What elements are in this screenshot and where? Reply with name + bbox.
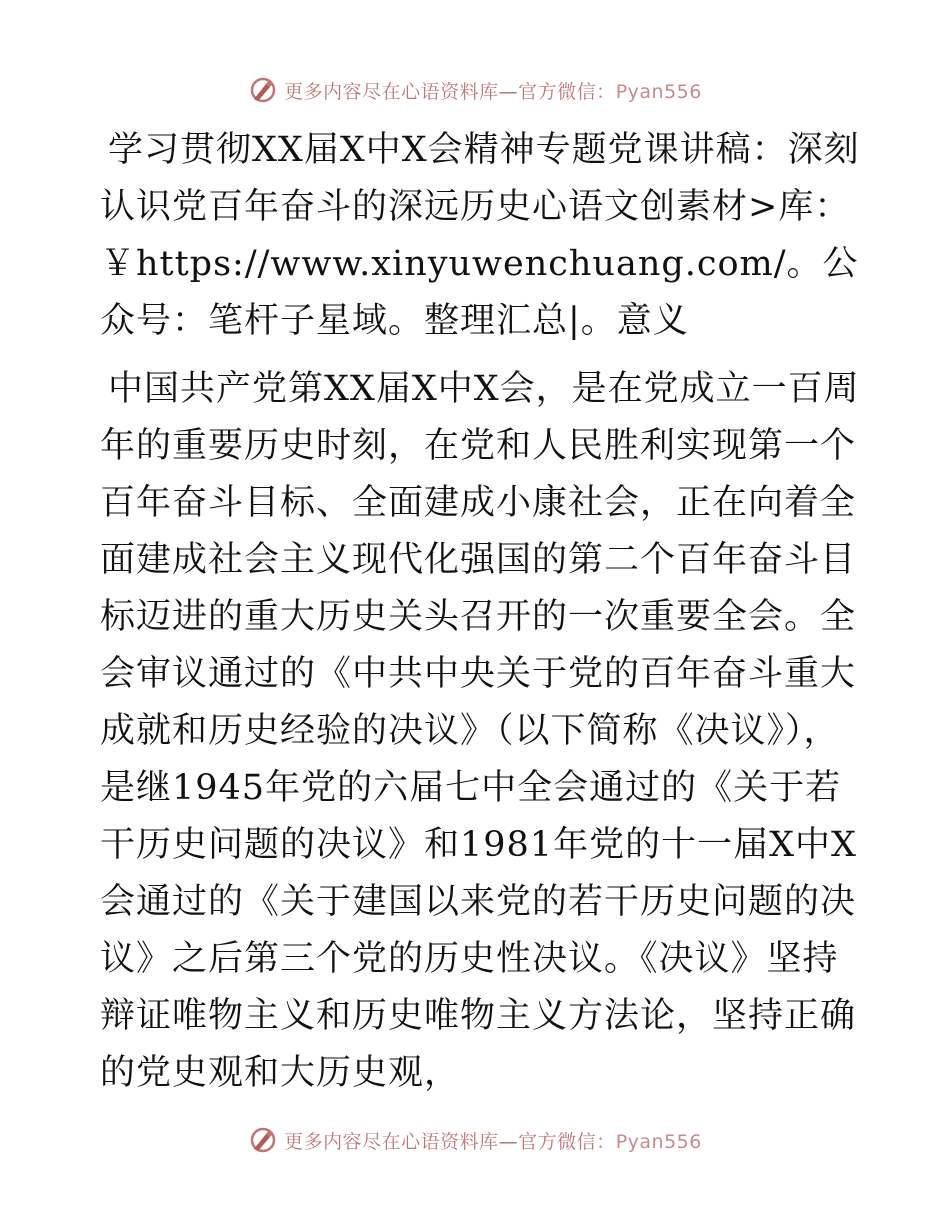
header-banner-contact: 官方微信：: [518, 80, 616, 103]
footer-banner-separator: —: [498, 1130, 519, 1153]
document-body: [100, 122, 860, 1102]
header-banner-text: [284, 77, 702, 104]
document-title: 学习贯彻XX届X中X会精神专题党课讲稿：深刻认识党百年奋斗的深远历史心语文创素材>库：￥https://www.xinyuwenchuang.com/。公众号：笔杆子星域。整理汇总|。意义: [100, 130, 860, 341]
footer-banner-label: 更多内容尽在心语资料库: [284, 1130, 499, 1153]
footer-banner-wechat-id: Pyan556: [615, 1130, 702, 1153]
header-banner-label: 更多内容尽在心语资料库: [284, 80, 499, 103]
pen-logo-icon: [248, 75, 278, 105]
document-paragraph: 中国共产党第XX届X中X会，是在党成立一百周年的重要历史时刻，在党和人民胜利实现第一个百年奋斗目标、全面建成小康社会，正在向着全面建成社会主义现代化强国的第二个百年奋斗目标迈进的重大历史关头召开的一次重要全会。全会审议通过的《中共中央关于党的百年奋斗重大成就和历史经验的决议》（以下简称《决议》），是继1945年党的六届七中全会通过的《关于若干历史问题的决议》和1981年党的十一届X中X会通过的《关于建国以来党的若干历史问题的决议》之后第三个党的历史性决议。《决议》坚持辩证唯物主义和历史唯物主义方法论，坚持正确的党史观和大历史观，: [100, 369, 860, 1093]
header-banner: [0, 70, 950, 110]
footer-banner-contact: 官方微信：: [518, 1130, 616, 1153]
header-banner-separator: —: [498, 80, 519, 103]
pen-logo-icon: [248, 1125, 278, 1155]
footer-banner-text: [284, 1127, 702, 1154]
footer-banner: [0, 1120, 950, 1160]
header-banner-wechat-id: Pyan556: [615, 80, 702, 103]
